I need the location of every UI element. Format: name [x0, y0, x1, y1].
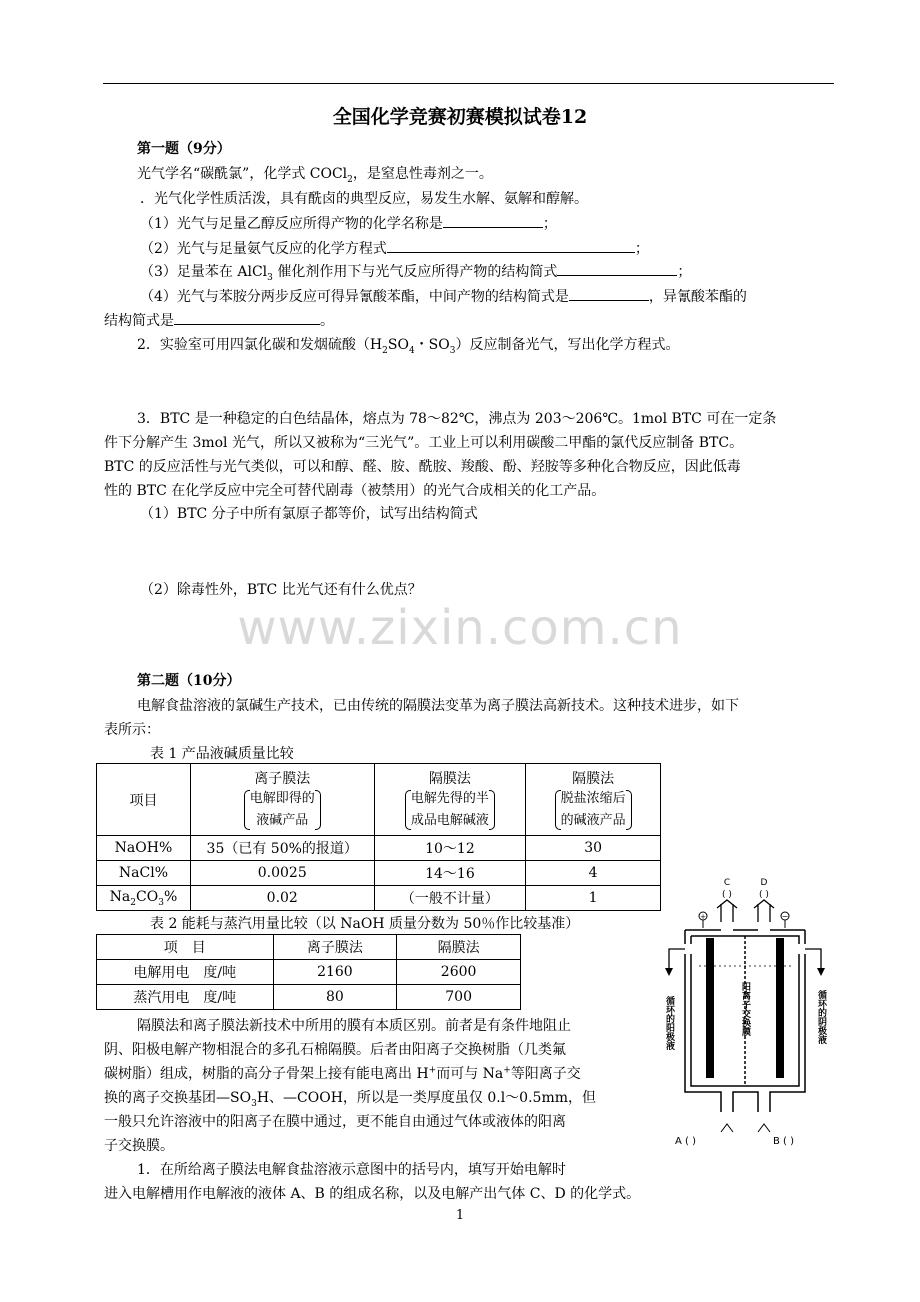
q1-part3-sub1: （1）BTC 分子中所有氯原子都等价，试写出结构简式 [140, 506, 478, 522]
q1-part3-line4: 性的 BTC 在化学反应中完全可替代剧毒（被禁用）的光气合成相关的化工产品。 [104, 483, 606, 499]
table-cell: 4 [526, 861, 661, 886]
table1-caption: 表 1 产品液碱质量比较 [150, 746, 294, 762]
table-header-cell: 隔膜法 电解先得的半 成品电解碱液 [374, 764, 526, 836]
table-row [97, 985, 521, 1010]
anode-plate [706, 938, 714, 1078]
table-cell: NaOH% [97, 836, 191, 861]
gas-outlets [717, 900, 774, 922]
q2-body-line3: 碳树脂）组成，树脂的高分子骨架上接有能电离出 H+而可与 Na+等阳离子交 [104, 1065, 581, 1082]
q1-sub3: （3）足量苯在 AlCl$_3$ 催化剂作用下与光气反应所得产物的结构简式 ； [140, 261, 691, 283]
left-liquid-label: 循环的阳极液 [664, 996, 674, 1050]
q1-part3-line1: 3．BTC 是一种稳定的白色结晶体，熔点为 78～82℃，沸点为 203～206℃。1mol BTC 可在一定条 [137, 411, 777, 427]
table-cell: 2160 [273, 960, 397, 985]
table-cell: 1 [526, 886, 661, 911]
table-cell: 蒸汽用电 度/吨 [97, 985, 274, 1010]
q2-body-line6: 子交换膜。 [104, 1138, 174, 1154]
table-cell: 电解用电 度/吨 [97, 960, 274, 985]
table-cell: $Na_2CO_3\%$ [97, 886, 191, 911]
q2-heading: 第二题（10分） [137, 673, 241, 689]
table2-caption: 表 2 能耗与蒸汽用量比较（以 NaOH 质量分数为 50％作比较基准） [150, 916, 580, 932]
q1-part3-sub2: （2）除毒性外，BTC 比光气还有什么优点？ [140, 582, 422, 598]
q1-sub4: （4）光气与苯胺分两步反应可得异氰酸苯酯，中间产物的结构简式是 ，异氰酸苯酯的 [140, 286, 747, 306]
table-cell: 30 [526, 836, 661, 861]
header-rule [103, 83, 834, 84]
table2 [96, 934, 521, 1010]
page-title: 全国化学竞赛初赛模拟试卷12 [332, 106, 588, 128]
q2-question-line2: 进入电解槽用作电解液的液体 A、B 的组成名称，以及电解产出气体 C、D 的化学式。 [104, 1186, 641, 1202]
q1-part3-line2: 件下分解产生 3mol 光气，所以又被称为“三光气”。工业上可以利用碳酸二甲酯的氯代反应制备 BTC。 [104, 435, 744, 451]
svg-text:−: − [781, 912, 789, 921]
blank-d[interactable]: ( ) [759, 890, 769, 900]
answer-blank[interactable] [387, 238, 635, 253]
watermark: www.zixin.com.cn [237, 600, 683, 656]
q1-part2: 2．实验室可用四氯化碳和发烟硫酸（$H_2SO_4$・$SO_3$）反应制备光气，写出化学方程式。 [137, 337, 680, 356]
q1-intro: 光气学名“碳酰氯”，化学式 COCl$_2$，是窒息性毒剂之一。 [137, 166, 493, 185]
q1-part3-line3: BTC 的反应活性与光气类似，可以和醇、醛、胺、酰胺、羧酸、酚、羟胺等多种化合物反应，因此低毒 [104, 459, 741, 475]
q1-heading: 第一题（9分） [137, 141, 231, 157]
table-header-cell: 项 目 [97, 935, 274, 960]
q2-body-line2: 阴、阳极电解产物相混合的多孔石棉隔膜。后者由阳离子交换树脂（几类氟 [104, 1042, 566, 1058]
q1-part1: ．光气化学性质活泼，具有酰卤的典型反应，易发生水解、氨解和醇解。 [140, 191, 588, 207]
inlet-arrow-icon [721, 1124, 733, 1132]
table-row [97, 960, 521, 985]
table-cell: 2600 [397, 960, 521, 985]
answer-blank[interactable] [557, 261, 677, 276]
table-header-cell: 项目 [97, 764, 191, 836]
table-cell: 10～12 [374, 836, 526, 861]
membrane-label: 阳离子交换膜 [740, 982, 750, 1036]
q1-sub2: （2）光气与足量氨气反应的化学方程式 ； [140, 238, 649, 258]
table-row [97, 886, 661, 911]
table-row [97, 861, 661, 886]
table-cell: （一般不计量） [374, 886, 526, 911]
arrow-down-icon [665, 968, 673, 976]
q2-intro-line1: 电解食盐溶液的氯碱生产技术，已由传统的隔膜法变革为离子膜法高新技术。这种技术进步，如下 [137, 698, 739, 714]
table-cell: 80 [273, 985, 397, 1010]
table-cell: 0.02 [190, 886, 374, 911]
page-number: 1 [455, 1208, 465, 1223]
table-cell: 14～16 [374, 861, 526, 886]
table-header-cell: 隔膜法 脱盐浓缩后 的碱液产品 [526, 764, 661, 836]
table-cell: 700 [397, 985, 521, 1010]
table-cell: 35（已有 50%的报道） [190, 836, 374, 861]
answer-blank[interactable] [569, 286, 649, 301]
q2-intro-line2: 表所示： [104, 722, 160, 738]
q1-sub1: （1）光气与足量乙醇反应所得产物的化学名称是 ； [140, 213, 557, 233]
table-header-row [97, 764, 661, 836]
q2-body-line5: 一般只允许溶液中的阳离子在膜中通过，更不能自由通过气体或液体的阳离 [104, 1114, 566, 1130]
arrow-down-icon [817, 968, 825, 976]
q1-sub4-cont: 结构简式是 。 [104, 310, 334, 330]
label-d: D [760, 878, 768, 888]
cathode-plate [776, 938, 784, 1078]
right-liquid-label: 循环的阴极液 [816, 990, 826, 1044]
electrolysis-diagram [655, 872, 835, 1148]
label-a[interactable]: A ( ) [675, 1136, 697, 1147]
table-header-row [97, 935, 521, 960]
answer-blank[interactable] [174, 310, 320, 325]
q2-body-line4: 换的离子交换基团$—SO_3H$、—COOH，所以是一类厚度虽仅 0.l～0.5mm，但 [104, 1090, 596, 1109]
table-header-cell: 离子膜法 [273, 935, 397, 960]
label-c: C [723, 878, 731, 888]
table-header-cell: 离子膜法 电解即得的 液碱产品 [190, 764, 374, 836]
table-row [97, 836, 661, 861]
q2-question-line1: 1．在所给离子膜法电解食盐溶液示意图中的括号内，填写开始电解时 [137, 1162, 566, 1178]
inlet-arrow-icon [758, 1124, 770, 1132]
table1 [96, 763, 661, 911]
table-cell: NaCl% [97, 861, 191, 886]
label-b[interactable]: B ( ) [773, 1136, 795, 1147]
svg-text:+: + [700, 913, 706, 921]
blank-c[interactable]: ( ) [722, 890, 732, 900]
answer-blank[interactable] [443, 213, 543, 228]
table-header-cell: 隔膜法 [397, 935, 521, 960]
q2-body-line1: 隔膜法和离子膜法新技术中所用的膜有本质区别。前者是有条件地阻止 [137, 1018, 571, 1034]
table-cell: 0.0025 [190, 861, 374, 886]
